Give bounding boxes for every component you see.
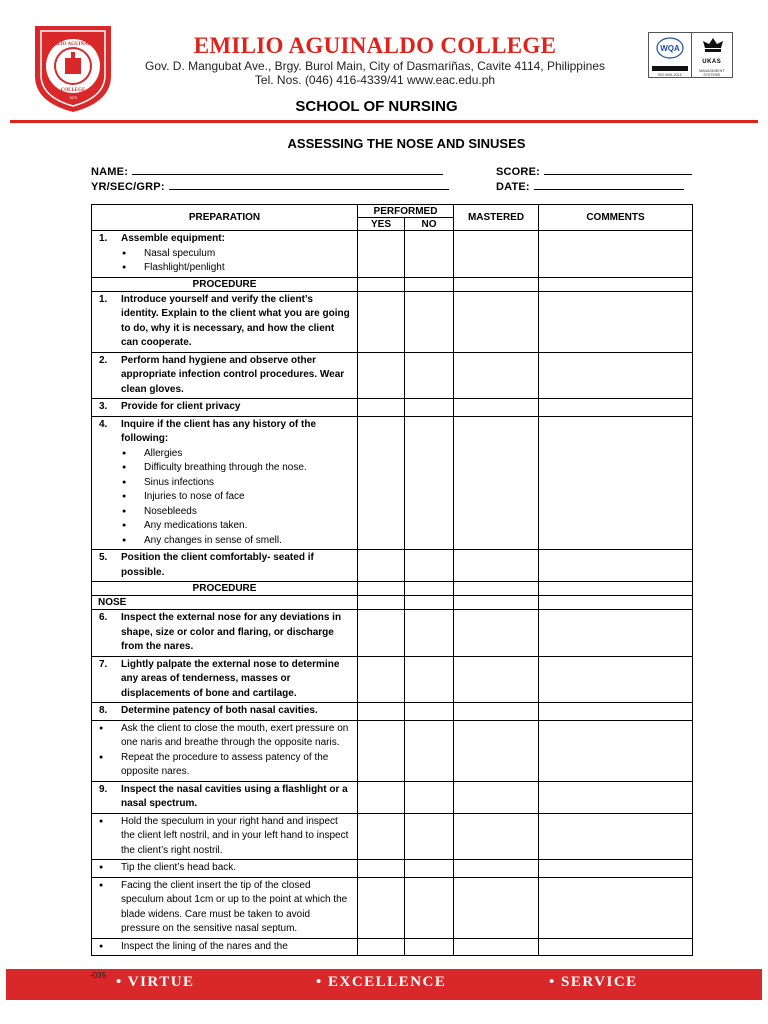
mastered-cell[interactable] (454, 938, 539, 956)
table-row (92, 550, 693, 582)
mastered-cell[interactable] (454, 416, 539, 550)
sub-step (99, 861, 351, 876)
form-code: -035 (90, 971, 107, 980)
step-description: Provide for client privacy (121, 401, 241, 412)
step-text (99, 611, 351, 655)
step-cell (92, 877, 358, 938)
sub-item-text: Any changes in sense of smell. (144, 534, 282, 546)
step-text (99, 551, 351, 580)
college-contact: Tel. Nos. (046) 416-4339/41 www.eac.edu.ph (254, 73, 496, 87)
name-label: NAME: (91, 166, 129, 178)
comments-cell[interactable] (539, 231, 693, 278)
sub-item (99, 505, 351, 520)
step-cell (92, 656, 358, 703)
yes-cell[interactable] (358, 596, 405, 610)
sub-item (99, 519, 351, 534)
sub-step-text: Facing the client insert the tip of the closed speculum about 1cm or up to the point at which the blade widens. Care must be taken to avoid pressure on the sensitive nasal septum. (121, 879, 348, 934)
section-label: NOSE (98, 597, 127, 608)
mastered-cell[interactable] (454, 720, 539, 781)
sub-step-text: Tip the client’s head back. (121, 862, 237, 873)
wqa-label: WQA (660, 44, 680, 53)
step-number: 1. (99, 233, 108, 244)
table-row (92, 291, 693, 352)
form-title: ASSESSING THE NOSE AND SINUSES (287, 136, 526, 151)
bullet-icon: ● (99, 864, 104, 871)
no-cell[interactable] (405, 938, 454, 956)
step-cell (92, 938, 358, 956)
step-number: 2. (99, 354, 108, 366)
no-cell[interactable] (405, 416, 454, 550)
section-label: PROCEDURE (192, 583, 257, 594)
step-cell (92, 703, 358, 721)
sub-step (99, 722, 351, 751)
sub-item (99, 261, 351, 276)
no-cell[interactable] (405, 781, 454, 813)
step-cell (92, 277, 358, 291)
bullet-icon: ● (122, 449, 127, 457)
no-cell[interactable] (405, 720, 454, 781)
sub-step (99, 751, 351, 780)
step-number: 5. (99, 552, 108, 563)
yes-cell[interactable] (358, 656, 405, 703)
svg-text:EMILIO AGUINALDO: EMILIO AGUINALDO (47, 42, 99, 47)
footer-virtue: • VIRTUE (116, 974, 195, 990)
yes-cell[interactable] (358, 703, 405, 721)
score-label: SCORE: (496, 166, 540, 178)
checklist-table (91, 204, 693, 956)
yr-sec-grp-label: YR/SEC/GRP: (91, 181, 165, 193)
performed-header: PERFORMED (358, 205, 454, 218)
no-cell[interactable] (405, 656, 454, 703)
step-description: Inquire if the client has any history of the following: (121, 418, 317, 444)
no-cell[interactable] (405, 291, 454, 352)
sub-item (99, 461, 351, 476)
yes-cell[interactable] (358, 781, 405, 813)
comments-cell[interactable] (539, 291, 693, 352)
yr-sec-grp-field[interactable] (91, 179, 449, 193)
comments-cell[interactable] (539, 550, 693, 582)
table-row (92, 703, 693, 721)
yes-cell[interactable] (358, 938, 405, 956)
comments-cell[interactable] (539, 877, 693, 938)
step-cell (92, 596, 358, 610)
bullet-icon: ● (99, 753, 104, 761)
step-number: 3. (99, 401, 108, 412)
mastered-cell[interactable] (454, 656, 539, 703)
mastered-cell[interactable] (454, 582, 539, 596)
bullet-icon: ● (99, 942, 104, 950)
table-row (92, 231, 693, 278)
yes-cell[interactable] (358, 860, 405, 878)
mastered-cell[interactable] (454, 703, 539, 721)
yes-cell[interactable] (358, 582, 405, 596)
table-row (92, 416, 693, 550)
comments-cell[interactable] (539, 813, 693, 860)
sub-step (99, 879, 351, 937)
no-cell[interactable] (405, 550, 454, 582)
step-cell (92, 781, 358, 813)
sub-item (99, 490, 351, 505)
sub-step (99, 815, 351, 859)
comments-cell[interactable] (539, 277, 693, 291)
no-cell[interactable] (405, 277, 454, 291)
no-cell[interactable] (405, 231, 454, 278)
step-cell (92, 720, 358, 781)
date-blank[interactable] (534, 179, 684, 190)
mastered-cell[interactable] (454, 596, 539, 610)
sub-item-text: Allergies (144, 447, 183, 459)
mastered-cell[interactable] (454, 550, 539, 582)
sub-item (99, 247, 351, 262)
step-number: 4. (99, 418, 108, 430)
step-text (99, 658, 351, 702)
name-blank[interactable] (132, 164, 443, 175)
step-number: 1. (99, 293, 108, 305)
step-number: 8. (99, 705, 108, 716)
step-text (99, 232, 351, 247)
no-header: NO (405, 218, 454, 231)
no-cell[interactable] (405, 610, 454, 657)
comments-cell[interactable] (539, 656, 693, 703)
certification-logos (648, 32, 733, 78)
table-row (92, 720, 693, 781)
bullet-icon: ● (122, 493, 127, 500)
sub-step-text: Inspect the lining of the nares and the (121, 940, 288, 952)
table-row (92, 813, 693, 860)
step-number: 7. (99, 658, 108, 670)
step-description: Determine patency of both nasal cavities. (121, 705, 318, 716)
step-cell (92, 399, 358, 417)
bullet-icon: ● (122, 536, 127, 544)
mastered-cell[interactable] (454, 277, 539, 291)
step-text (99, 354, 351, 398)
mastered-cell[interactable] (454, 813, 539, 860)
step-text (99, 418, 351, 447)
step-cell (92, 231, 358, 278)
sub-item-text: Injuries to nose of face (144, 491, 245, 502)
sub-item-text: Nosebleeds (144, 505, 197, 517)
table-row (92, 610, 693, 657)
comments-cell[interactable] (539, 582, 693, 596)
mastered-cell[interactable] (454, 231, 539, 278)
bullet-icon: ● (122, 264, 127, 271)
preparation-header: PREPARATION (92, 205, 358, 231)
table-row (92, 656, 693, 703)
comments-cell[interactable] (539, 399, 693, 417)
footer-bar (6, 969, 762, 1000)
bullet-icon: ● (122, 507, 127, 515)
step-cell (92, 860, 358, 878)
bullet-icon: ● (99, 881, 104, 889)
section-label: PROCEDURE (192, 278, 257, 290)
comments-cell[interactable] (539, 860, 693, 878)
mastered-cell[interactable] (454, 877, 539, 938)
step-description: Lightly palpate the external nose to determine any areas of tenderness, masses or displacements of bone and cartilage. (121, 658, 340, 699)
sub-item-text: Difficulty breathing through the nose. (144, 462, 307, 473)
college-name: EMILIO AGUINALDO COLLEGE (193, 33, 557, 58)
no-cell[interactable] (405, 582, 454, 596)
no-cell[interactable] (405, 596, 454, 610)
no-cell[interactable] (405, 703, 454, 721)
date-field[interactable] (496, 179, 684, 193)
ukas-cert-logo: UKAS MANAGEMENT SYSTEMS (691, 33, 733, 77)
step-text (99, 400, 351, 415)
mastered-header: MASTERED (454, 205, 539, 231)
sub-step-text: Ask the client to close the mouth, exert pressure on one naris and breathe through the opposite naris. (121, 722, 349, 748)
step-cell (92, 610, 358, 657)
date-label: DATE: (496, 181, 530, 193)
wqa-cert-logo: WQA ISO 9001:2015 (649, 33, 691, 77)
mastered-cell[interactable] (454, 399, 539, 417)
svg-text:1973: 1973 (69, 96, 77, 100)
comments-cell[interactable] (539, 938, 693, 956)
yes-cell[interactable] (358, 416, 405, 550)
mastered-cell[interactable] (454, 352, 539, 399)
bullet-icon: ● (99, 817, 104, 825)
comments-cell[interactable] (539, 781, 693, 813)
section-row (92, 582, 693, 596)
college-address: Gov. D. Mangubat Ave., Brgy. Burol Main, City of Dasmariñas, Cavite 4114, Philippines (145, 59, 605, 73)
comments-header: COMMENTS (539, 205, 693, 231)
bullet-icon: ● (122, 478, 127, 486)
sub-item (99, 447, 351, 462)
step-cell (92, 352, 358, 399)
no-cell[interactable] (405, 877, 454, 938)
table-row (92, 877, 693, 938)
comments-cell[interactable] (539, 416, 693, 550)
header-divider (10, 120, 758, 123)
table-row (92, 399, 693, 417)
step-description: Inspect the nasal cavities using a flashlight or a nasal spectrum. (121, 783, 348, 809)
step-text (99, 704, 351, 719)
comments-cell[interactable] (539, 720, 693, 781)
step-description: Position the client comfortably- seated if possible. (121, 552, 314, 578)
step-text (99, 293, 351, 351)
step-text (99, 783, 351, 812)
footer-service: • SERVICE (549, 974, 638, 990)
bullet-icon: ● (122, 464, 127, 471)
yes-cell[interactable] (358, 813, 405, 860)
svg-text:COLLEGE: COLLEGE (60, 88, 86, 93)
yes-cell[interactable] (358, 399, 405, 417)
department-name: SCHOOL OF NURSING (295, 98, 458, 115)
table-row (92, 938, 693, 956)
yes-cell[interactable] (358, 610, 405, 657)
section-row (92, 596, 693, 610)
bullet-icon: ● (99, 724, 104, 732)
sub-item-text: Flashlight/penlight (144, 262, 225, 273)
no-cell[interactable] (405, 399, 454, 417)
yes-cell[interactable] (358, 352, 405, 399)
mastered-cell[interactable] (454, 781, 539, 813)
bullet-icon: ● (122, 522, 127, 529)
yes-cell[interactable] (358, 720, 405, 781)
yes-header: YES (358, 218, 405, 231)
step-cell (92, 550, 358, 582)
mastered-cell[interactable] (454, 610, 539, 657)
step-cell (92, 582, 358, 596)
score-blank[interactable] (544, 164, 692, 175)
yes-cell[interactable] (358, 291, 405, 352)
comments-cell[interactable] (539, 352, 693, 399)
step-description: Introduce yourself and verify the client’s identity. Explain to the client what you are going to do, why it is necessary, and how the client can cooperate. (121, 293, 350, 348)
step-cell (92, 291, 358, 352)
bullet-icon: ● (122, 249, 127, 257)
table-row (92, 352, 693, 399)
sub-item (99, 476, 351, 491)
step-description: Perform hand hygiene and observe other appropriate infection control procedures. Wear clean gloves. (121, 354, 345, 395)
sub-item-text: Sinus infections (144, 476, 215, 488)
no-cell[interactable] (405, 352, 454, 399)
step-number: 6. (99, 612, 108, 623)
yes-cell[interactable] (358, 277, 405, 291)
sub-item-text: Any medications taken. (144, 520, 248, 531)
mastered-cell[interactable] (454, 291, 539, 352)
yes-cell[interactable] (358, 550, 405, 582)
step-cell (92, 813, 358, 860)
yes-cell[interactable] (358, 231, 405, 278)
step-description: Inspect the external nose for any deviations in shape, size or color and flaring, or discharge from the nares. (121, 612, 342, 652)
step-cell (92, 416, 358, 550)
no-cell[interactable] (405, 813, 454, 860)
checklist-rows (92, 231, 693, 956)
yes-cell[interactable] (358, 877, 405, 938)
step-description: Assemble equipment: (121, 233, 225, 244)
sub-step-text: Repeat the procedure to assess patency of the opposite nares. (121, 751, 329, 777)
sub-step-text: Hold the speculum in your right hand and inspect the client left nostril, and in your left hand to inspect the client’s right nostril. (121, 815, 349, 856)
name-field[interactable] (91, 164, 443, 178)
footer-excellence: • EXCELLENCE (316, 974, 447, 990)
section-row (92, 277, 693, 291)
comments-cell[interactable] (539, 703, 693, 721)
comments-cell[interactable] (539, 610, 693, 657)
no-cell[interactable] (405, 860, 454, 878)
yr-sec-grp-blank[interactable] (169, 179, 449, 190)
sub-step (99, 940, 351, 955)
step-number: 9. (99, 783, 108, 795)
table-row (92, 781, 693, 813)
sub-item (99, 534, 351, 549)
table-row (92, 860, 693, 878)
comments-cell[interactable] (539, 596, 693, 610)
sub-item-text: Nasal speculum (144, 247, 216, 259)
score-field[interactable] (496, 164, 692, 178)
mastered-cell[interactable] (454, 860, 539, 878)
